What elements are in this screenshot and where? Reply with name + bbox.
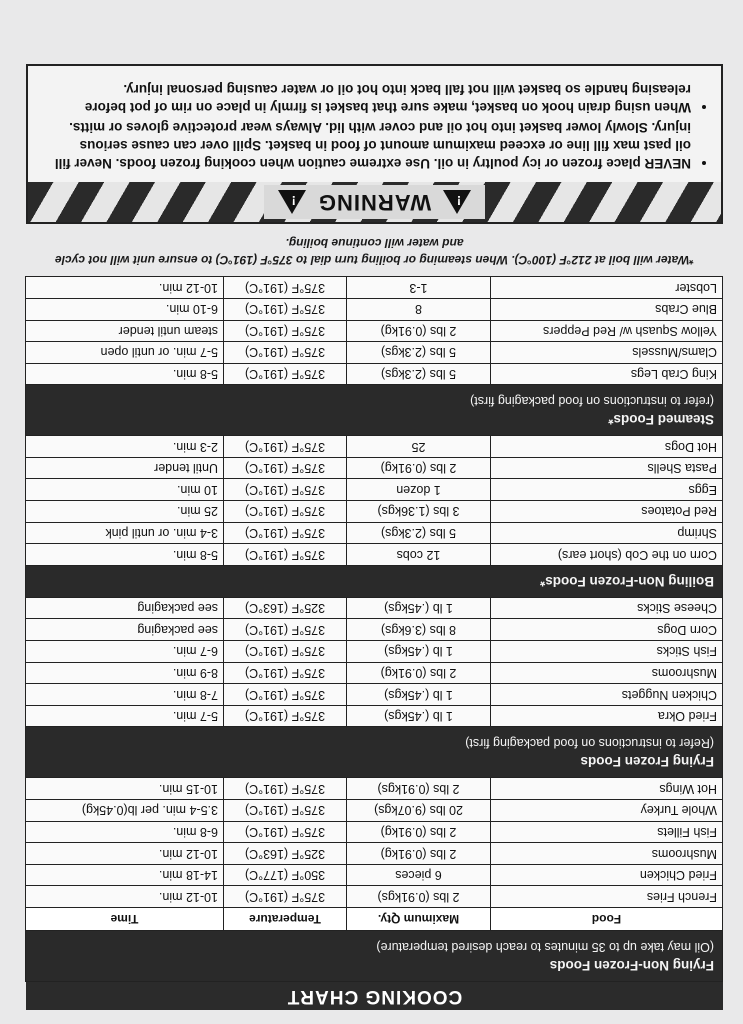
section-header xyxy=(25,565,722,597)
warning-list xyxy=(28,66,721,182)
table-row xyxy=(25,320,722,342)
section-header xyxy=(25,727,722,778)
warning-banner xyxy=(28,182,721,222)
cell-qty: 1 lb (.45kgs) xyxy=(347,684,491,706)
cell-temp: 375°F (191°C) xyxy=(224,705,347,727)
cell-food: Pasta Shells xyxy=(491,457,723,479)
table-row xyxy=(25,597,722,619)
column-header-food: Food xyxy=(491,908,723,931)
cell-qty: 2 lbs (0.91kg) xyxy=(347,662,491,684)
column-header-time: Time xyxy=(25,908,223,931)
cell-temp: 375°F (191°C) xyxy=(224,544,347,566)
boiling-footnote: *Water will boil at 212°F (100°C). When steaming or boiling turn dial to 375°F (191°C) to ensure unit will not cycle and water will continue boiling. xyxy=(54,236,695,268)
cell-time: Until tender xyxy=(25,457,223,479)
section-title: Boiling Non-Frozen Foods* xyxy=(540,573,714,589)
cell-food: Hot Dogs xyxy=(491,436,723,458)
cell-qty: 3 lbs (1.36kgs) xyxy=(347,501,491,523)
cell-qty: 5 lbs (2.3kgs) xyxy=(347,342,491,364)
table-row xyxy=(25,662,722,684)
cell-qty: 2 lbs (0.91kg) xyxy=(347,821,491,843)
table-row xyxy=(25,886,722,908)
cell-qty: 1-3 xyxy=(347,277,491,299)
section-header xyxy=(25,931,722,982)
cell-temp: 375°F (191°C) xyxy=(224,778,347,800)
cell-temp: 375°F (191°C) xyxy=(224,436,347,458)
table-row xyxy=(25,501,722,523)
cell-qty: 5 lbs (2.3kgs) xyxy=(347,363,491,385)
cell-time: 3.5-4 min. per lb(0.45kg) xyxy=(25,800,223,822)
warning-symbol: ! xyxy=(290,193,296,209)
cell-qty: 2 lbs (0.91kgs) xyxy=(347,886,491,908)
cell-time: 5-8 min. xyxy=(25,363,223,385)
cooking-table-body xyxy=(25,277,722,982)
cell-temp: 375°F (191°C) xyxy=(224,821,347,843)
warning-label-box xyxy=(264,185,485,219)
cell-temp: 375°F (191°C) xyxy=(224,320,347,342)
cell-qty: 6 pieces xyxy=(347,864,491,886)
cell-time: 5-8 min. xyxy=(25,544,223,566)
table-row xyxy=(25,641,722,663)
warning-symbol: ! xyxy=(455,193,462,209)
cell-time: 10-12 min. xyxy=(25,843,223,865)
table-row xyxy=(25,619,722,641)
page-title: COOKING CHART xyxy=(26,982,723,1010)
cell-time: steam until tender xyxy=(25,320,223,342)
cell-time: 3-4 min. or until pink xyxy=(25,522,223,544)
warning-item: • NEVER place frozen or icy poultry in oil. Use extreme caution when cooking frozen foods. Never fill oil past max fill line or exceed maximum amount of food in basket. Spill over can cause serious injury. Slowly lower basket into hot oil and cover with lid. Always wear protective gloves or mitts. xyxy=(48,118,691,172)
section-subtitle: (Oil may take up to 35 minutes to reach desired temperature) xyxy=(376,940,714,954)
cell-qty: 2 lbs (0.91kg) xyxy=(347,843,491,865)
cell-qty: 12 cobs xyxy=(347,544,491,566)
cell-temp: 375°F (191°C) xyxy=(224,342,347,364)
cell-temp: 375°F (191°C) xyxy=(224,662,347,684)
table-row xyxy=(25,363,722,385)
cell-time: 8-9 min. xyxy=(25,662,223,684)
cell-time: 5-7 min. xyxy=(25,705,223,727)
cell-time: 7-8 min. xyxy=(25,684,223,706)
cell-food: Fish Sticks xyxy=(491,641,723,663)
cell-food: Corn on the Cob (short ears) xyxy=(491,544,723,566)
table-row xyxy=(25,864,722,886)
cell-temp: 375°F (191°C) xyxy=(224,641,347,663)
page-content xyxy=(26,64,723,1010)
cell-time: 5-7 min. or until open xyxy=(25,342,223,364)
table-row xyxy=(25,544,722,566)
cell-qty: 20 lbs (9.07kgs) xyxy=(347,800,491,822)
cell-food: Mushrooms xyxy=(491,843,723,865)
cell-temp: 375°F (191°C) xyxy=(224,363,347,385)
column-header-row xyxy=(25,908,722,931)
warning-item: • When using drain hook on basket, make sure that basket is firmly in place on rim of pot before releasing handle so basket will not fall back into hot oil or water causing personal injury. xyxy=(48,80,691,116)
cell-time: 10-12 min. xyxy=(25,277,223,299)
cell-qty: 2 lbs (0.91kg) xyxy=(347,320,491,342)
section-title: Frying Non-Frozen Foods xyxy=(549,958,714,973)
column-header-qty: Maximum Qty. xyxy=(347,908,491,931)
table-row xyxy=(25,277,722,299)
table-row xyxy=(25,778,722,800)
cell-temp: 375°F (191°C) xyxy=(224,298,347,320)
cell-food: Whole Turkey xyxy=(491,800,723,822)
cell-food: Yellow Squash w/ Red Peppers xyxy=(491,320,723,342)
cell-qty: 1 lb (.45kgs) xyxy=(347,597,491,619)
cooking-table xyxy=(25,276,723,982)
cell-food: French Fries xyxy=(491,886,723,908)
table-row xyxy=(25,522,722,544)
cell-qty: 8 xyxy=(347,298,491,320)
section-header-cell xyxy=(25,385,722,436)
cell-temp: 375°F (191°C) xyxy=(224,522,347,544)
column-header-temp: Temperature xyxy=(224,908,347,931)
table-row xyxy=(25,684,722,706)
table-row xyxy=(25,342,722,364)
cell-time: 10-15 min. xyxy=(25,778,223,800)
table-row xyxy=(25,821,722,843)
cell-temp: 375°F (191°C) xyxy=(224,886,347,908)
cell-time: 6-7 min. xyxy=(25,641,223,663)
cell-food: Lobster xyxy=(491,277,723,299)
section-subtitle: (refer to instructions on food packaging first) xyxy=(470,394,714,409)
cell-food: Fried Chicken xyxy=(491,864,723,886)
cell-food: Eggs xyxy=(491,479,723,501)
cell-time: 14-18 min. xyxy=(25,864,223,886)
table-row xyxy=(25,705,722,727)
cell-food: Fish Fillets xyxy=(491,821,723,843)
section-title: Steamed Foods* xyxy=(608,412,714,428)
cell-food: Chicken Nuggets xyxy=(491,684,723,706)
cell-qty: 8 lbs (3.6kgs) xyxy=(347,619,491,641)
warning-triangle-icon xyxy=(278,190,306,214)
cell-food: Mushrooms xyxy=(491,662,723,684)
cell-temp: 375°F (191°C) xyxy=(224,277,347,299)
warning-label: WARNING xyxy=(317,190,432,216)
cell-food: King Crab Legs xyxy=(491,363,723,385)
section-header-cell xyxy=(25,727,722,778)
section-header xyxy=(25,385,722,436)
section-header-cell xyxy=(25,931,722,982)
cell-time: 25 min. xyxy=(25,501,223,523)
table-row xyxy=(25,800,722,822)
cell-time: see packaging xyxy=(25,619,223,641)
cell-temp: 375°F (191°C) xyxy=(224,619,347,641)
cell-food: Cheese Sticks xyxy=(491,597,723,619)
cell-qty: 2 lbs (0.91kgs) xyxy=(347,778,491,800)
table-row xyxy=(25,843,722,865)
cell-food: Hot Wings xyxy=(491,778,723,800)
cell-food: Clams/Mussels xyxy=(491,342,723,364)
table-row xyxy=(25,436,722,458)
table-row xyxy=(25,457,722,479)
table-row xyxy=(25,298,722,320)
cell-temp: 375°F (191°C) xyxy=(224,479,347,501)
cell-time: 2-3 min. xyxy=(25,436,223,458)
cell-food: Corn Dogs xyxy=(491,619,723,641)
cell-qty: 25 xyxy=(347,436,491,458)
cell-temp: 325°F (163°C) xyxy=(224,843,347,865)
cell-temp: 325°F (163°C) xyxy=(224,597,347,619)
cell-time: see packaging xyxy=(25,597,223,619)
section-header-cell xyxy=(25,565,722,597)
table-row xyxy=(25,479,722,501)
cell-food: Red Potatoes xyxy=(491,501,723,523)
warning-box xyxy=(26,64,723,224)
cell-qty: 1 lb (.45kgs) xyxy=(347,705,491,727)
warning-triangle-icon xyxy=(443,190,471,214)
cell-food: Fried Okra xyxy=(491,705,723,727)
section-subtitle: (Refer to instructions on food packaging first) xyxy=(465,736,714,751)
cell-qty: 5 lbs (2.3kgs) xyxy=(347,522,491,544)
cell-qty: 1 lb (.45kgs) xyxy=(347,641,491,663)
cell-qty: 1 dozen xyxy=(347,479,491,501)
cell-temp: 375°F (191°C) xyxy=(224,684,347,706)
cell-food: Shrimp xyxy=(491,522,723,544)
cell-temp: 375°F (191°C) xyxy=(224,800,347,822)
cell-time: 6-10 min. xyxy=(25,298,223,320)
cell-time: 10 min. xyxy=(25,479,223,501)
cell-qty: 2 lbs (0.91kg) xyxy=(347,457,491,479)
cell-time: 10-12 min. xyxy=(25,886,223,908)
section-title: Frying Frozen Foods xyxy=(580,754,714,770)
cell-food: Blue Crabs xyxy=(491,298,723,320)
cell-temp: 350°F (177°C) xyxy=(224,864,347,886)
cell-time: 6-8 min. xyxy=(25,821,223,843)
cell-temp: 375°F (191°C) xyxy=(224,501,347,523)
cell-temp: 375°F (191°C) xyxy=(224,457,347,479)
